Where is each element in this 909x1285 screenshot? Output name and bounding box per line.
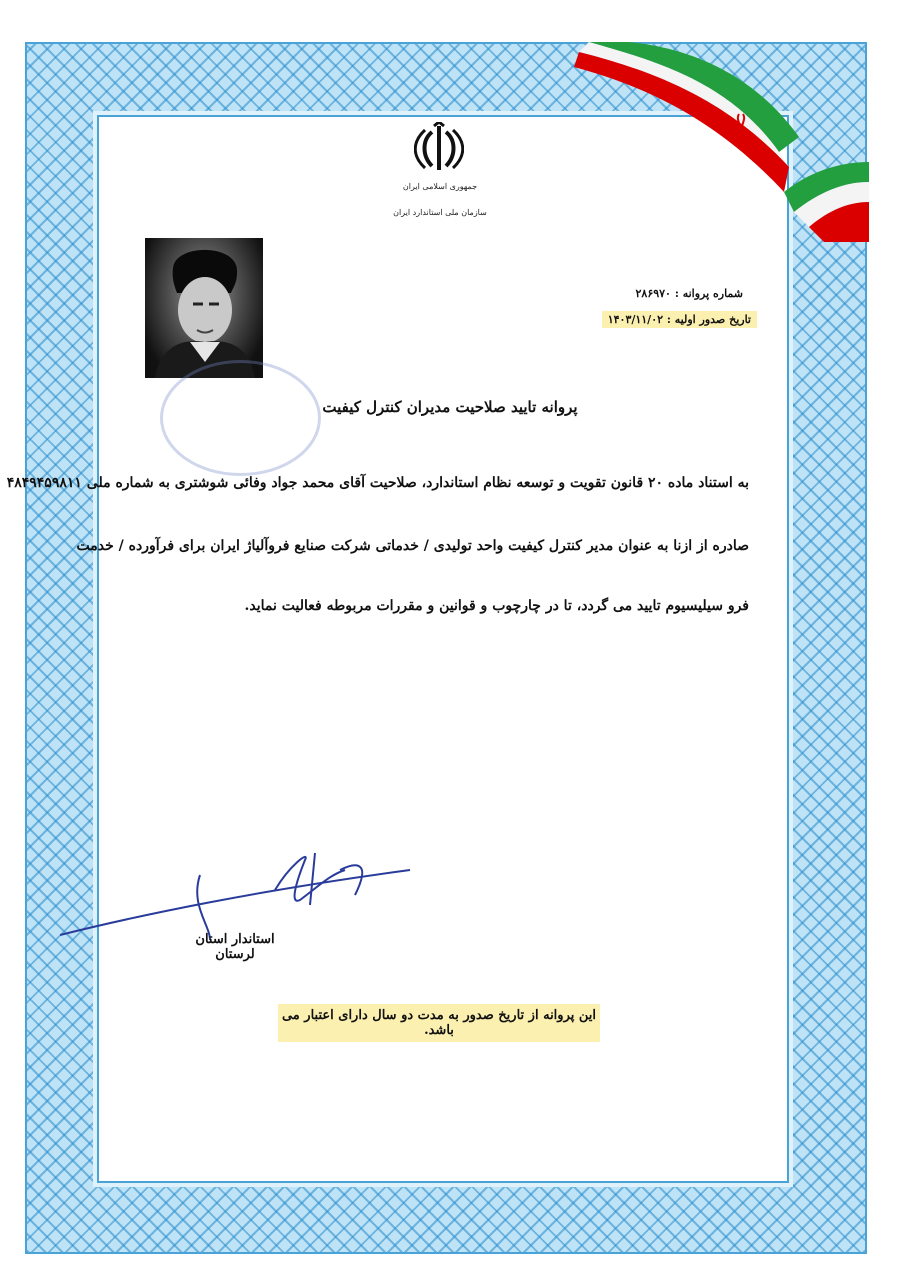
issue-date-value: ۱۴۰۳/۱۱/۰۲ — [607, 313, 664, 326]
certificate-title: پروانه تایید صلاحیت مدیران کنترل کیفیت — [322, 398, 578, 416]
body-line-1: به استناد ماده ۲۰ قانون تقویت و توسعه نظام استاندارد، صلاحیت آقای محمد جواد وفائی شوشتری به شماره ملی ۴۸۴۹۴۵۹۸۱۱ — [6, 475, 749, 491]
signatory-title: استاندار استان لرستان — [195, 932, 275, 962]
body-line-2: صادره از ازنا به عنوان مدیر کنترل کیفیت واحد تولیدی / خدماتی شرکت صنایع فروآلیاژ ایران برای فرآورده / خدمت — [76, 538, 749, 554]
validity-note: این پروانه از تاریخ صدور به مدت دو سال دارای اعتبار می باشد. — [278, 1004, 600, 1042]
portrait-icon — [145, 238, 263, 378]
license-issue-date — [602, 311, 757, 328]
country-name: جمهوری اسلامی ایران — [402, 182, 478, 191]
license-number-label: شماره پروانه : — [674, 287, 743, 300]
issue-date-label: تاریخ صدور اولیه : — [666, 313, 751, 326]
organization-name: سازمان ملی استاندارد ایران — [393, 208, 487, 217]
body-line-3: فرو سیلیسیوم تایید می گردد، تا در چارچوب و قوانین و مقررات مربوطه فعالیت نماید. — [244, 598, 749, 614]
license-number-value: ۲۸۶۹۷۰ — [635, 287, 671, 300]
holder-photo — [145, 238, 263, 378]
iran-flag-ribbon-icon — [569, 42, 869, 242]
emblem-of-iran-icon — [414, 122, 464, 174]
license-number — [636, 287, 743, 300]
official-stamp — [160, 360, 321, 476]
